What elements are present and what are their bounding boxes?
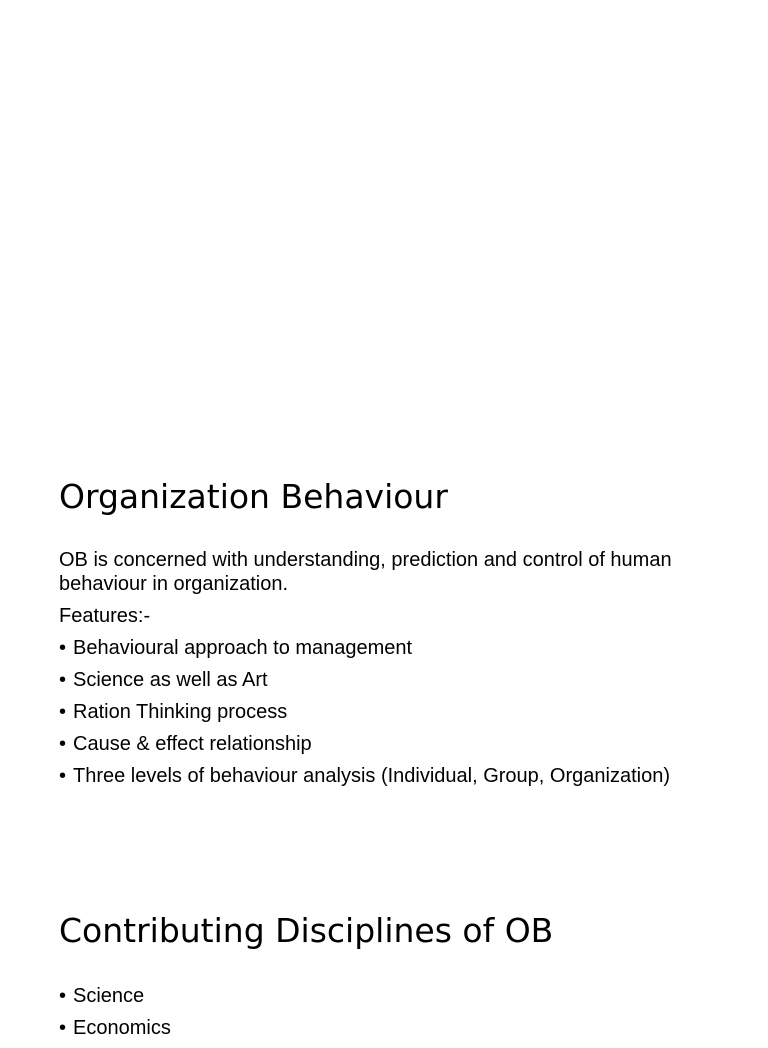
bullet-icon: • xyxy=(59,733,67,755)
list-item-text: Behavioural approach to management xyxy=(73,637,413,659)
features-list xyxy=(59,636,719,788)
list-item-text: Cause & effect relationship xyxy=(73,733,312,755)
list-item xyxy=(59,636,719,660)
features-label: Features:- xyxy=(59,605,151,627)
list-item xyxy=(59,1016,719,1040)
bullet-icon: • xyxy=(59,701,67,723)
list-item xyxy=(59,668,719,692)
slide-title: Organization Behaviour xyxy=(59,477,448,516)
bullet-icon: • xyxy=(59,985,67,1007)
slide-title: Contributing Disciplines of OB xyxy=(59,911,554,950)
list-item xyxy=(59,732,719,756)
list-item xyxy=(59,700,719,724)
disciplines-list xyxy=(59,984,719,1040)
list-item-text: Three levels of behaviour analysis (Individual, Group, Organization) xyxy=(73,765,670,787)
bullet-icon: • xyxy=(59,1017,67,1039)
bullet-icon: • xyxy=(59,765,67,787)
list-item-text: Science as well as Art xyxy=(73,669,268,691)
list-item-text: Economics xyxy=(73,1017,171,1039)
list-item-text: Science xyxy=(73,985,145,1007)
bullet-icon: • xyxy=(59,637,67,659)
list-item xyxy=(59,764,719,788)
slide-contributing-disciplines xyxy=(59,912,719,1048)
bullet-icon: • xyxy=(59,669,67,691)
intro-paragraph: OB is concerned with understanding, prediction and control of human behaviour in organization. xyxy=(59,549,672,595)
list-item-text: Ration Thinking process xyxy=(73,701,288,723)
slide-organization-behaviour xyxy=(59,478,719,796)
list-item xyxy=(59,984,719,1008)
